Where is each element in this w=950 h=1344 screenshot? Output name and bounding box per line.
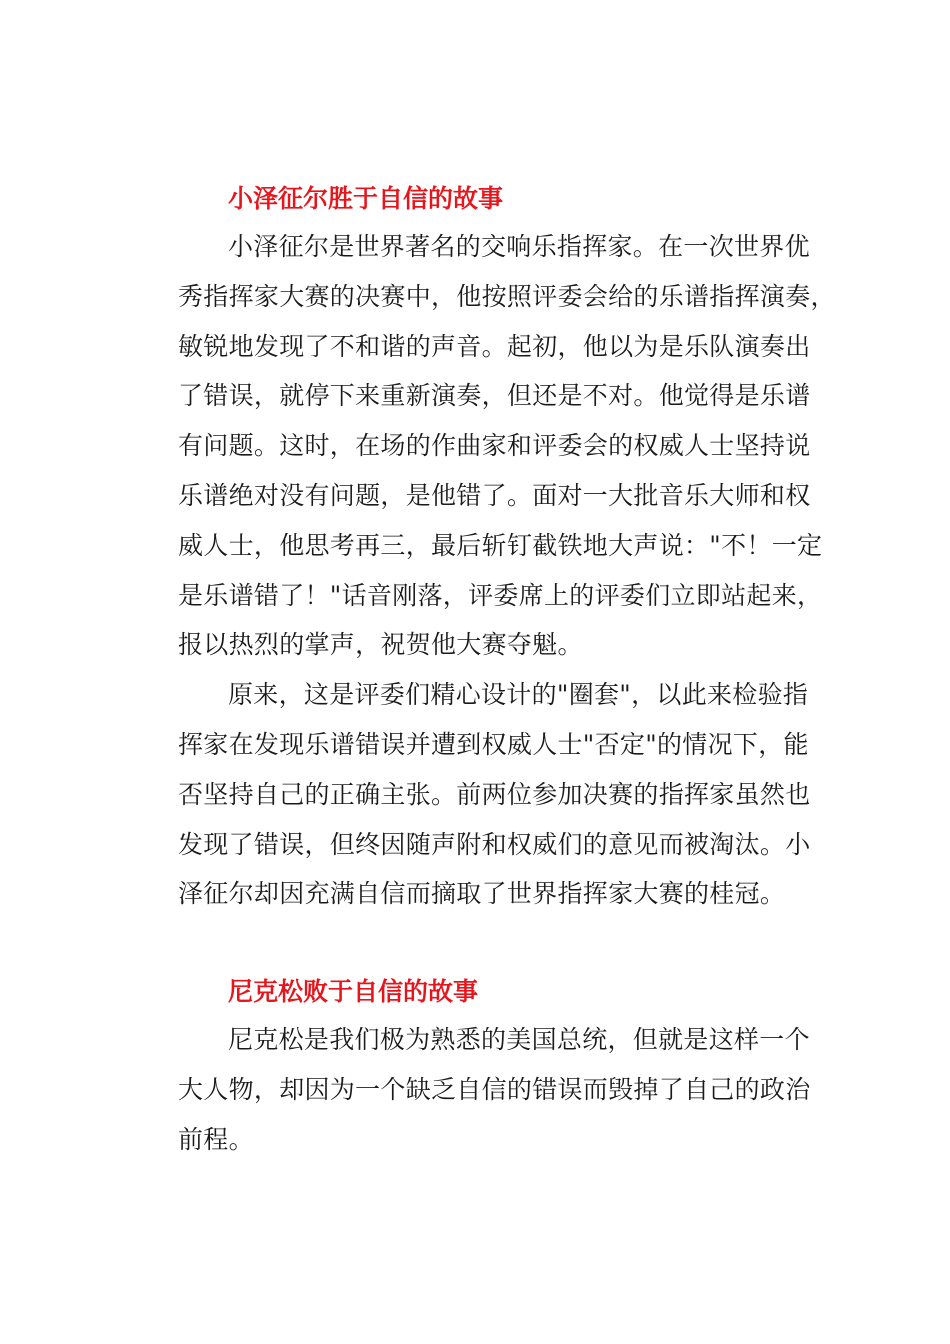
text-line: 秀指挥家大赛的决赛中，他按照评委会给的乐谱指挥演奏， <box>178 281 836 311</box>
text-line: 小泽征尔是世界著名的交响乐指挥家。在一次世界优 <box>228 232 810 261</box>
paragraph-ozawa-2 <box>178 670 818 919</box>
text-line: 大人物，却因为一个缺乏自信的错误而毁掉了自己的政治 <box>178 1074 811 1104</box>
text-line: 泽征尔却因充满自信而摘取了世界指挥家大赛的桂冠。 <box>178 879 786 909</box>
text-line: 是乐谱错了！"话音刚落，评委席上的评委们立即站起来， <box>178 580 823 610</box>
text-line: 否坚持自己的正确主张。前两位参加决赛的指挥家虽然也 <box>178 779 811 809</box>
section-spacer <box>178 919 818 969</box>
text-line: 挥家在发现乐谱错误并遭到权威人士"否定"的情况下，能 <box>178 729 809 759</box>
story-section-ozawa <box>178 176 836 919</box>
paragraph-nixon-1 <box>178 1015 818 1164</box>
story-section-nixon <box>178 969 818 1164</box>
paragraph-ozawa-1 <box>178 222 836 670</box>
text-line: 有问题。这时，在场的作曲家和评委会的权威人士坚持说 <box>178 431 811 461</box>
text-line: 报以热烈的掌声，祝贺他大赛夺魁。 <box>178 630 583 660</box>
text-line: 前程。 <box>178 1124 254 1154</box>
text-line: 尼克松是我们极为熟悉的美国总统，但就是这样一个 <box>228 1025 810 1055</box>
document-content <box>178 176 836 1165</box>
text-line: 了错误，就停下来重新演奏，但还是不对。他觉得是乐谱 <box>178 381 811 411</box>
text-line: 原来，这是评委们精心设计的"圈套"，以此来检验指 <box>228 680 809 710</box>
text-line: 敏锐地发现了不和谐的声音。起初，他以为是乐队演奏出 <box>178 331 811 361</box>
text-line: 威人士，他思考再三，最后斩钉截铁地大声说："不！一定 <box>178 530 823 560</box>
section-heading-nixon: 尼克松败于自信的故事 <box>228 977 479 1007</box>
section-heading-ozawa: 小泽征尔胜于自信的故事 <box>228 184 504 213</box>
text-line: 发现了错误，但终因随声附和权威们的意见而被淘汰。小 <box>178 829 811 859</box>
text-line: 乐谱绝对没有问题，是他错了。面对一大批音乐大师和权 <box>178 480 811 510</box>
